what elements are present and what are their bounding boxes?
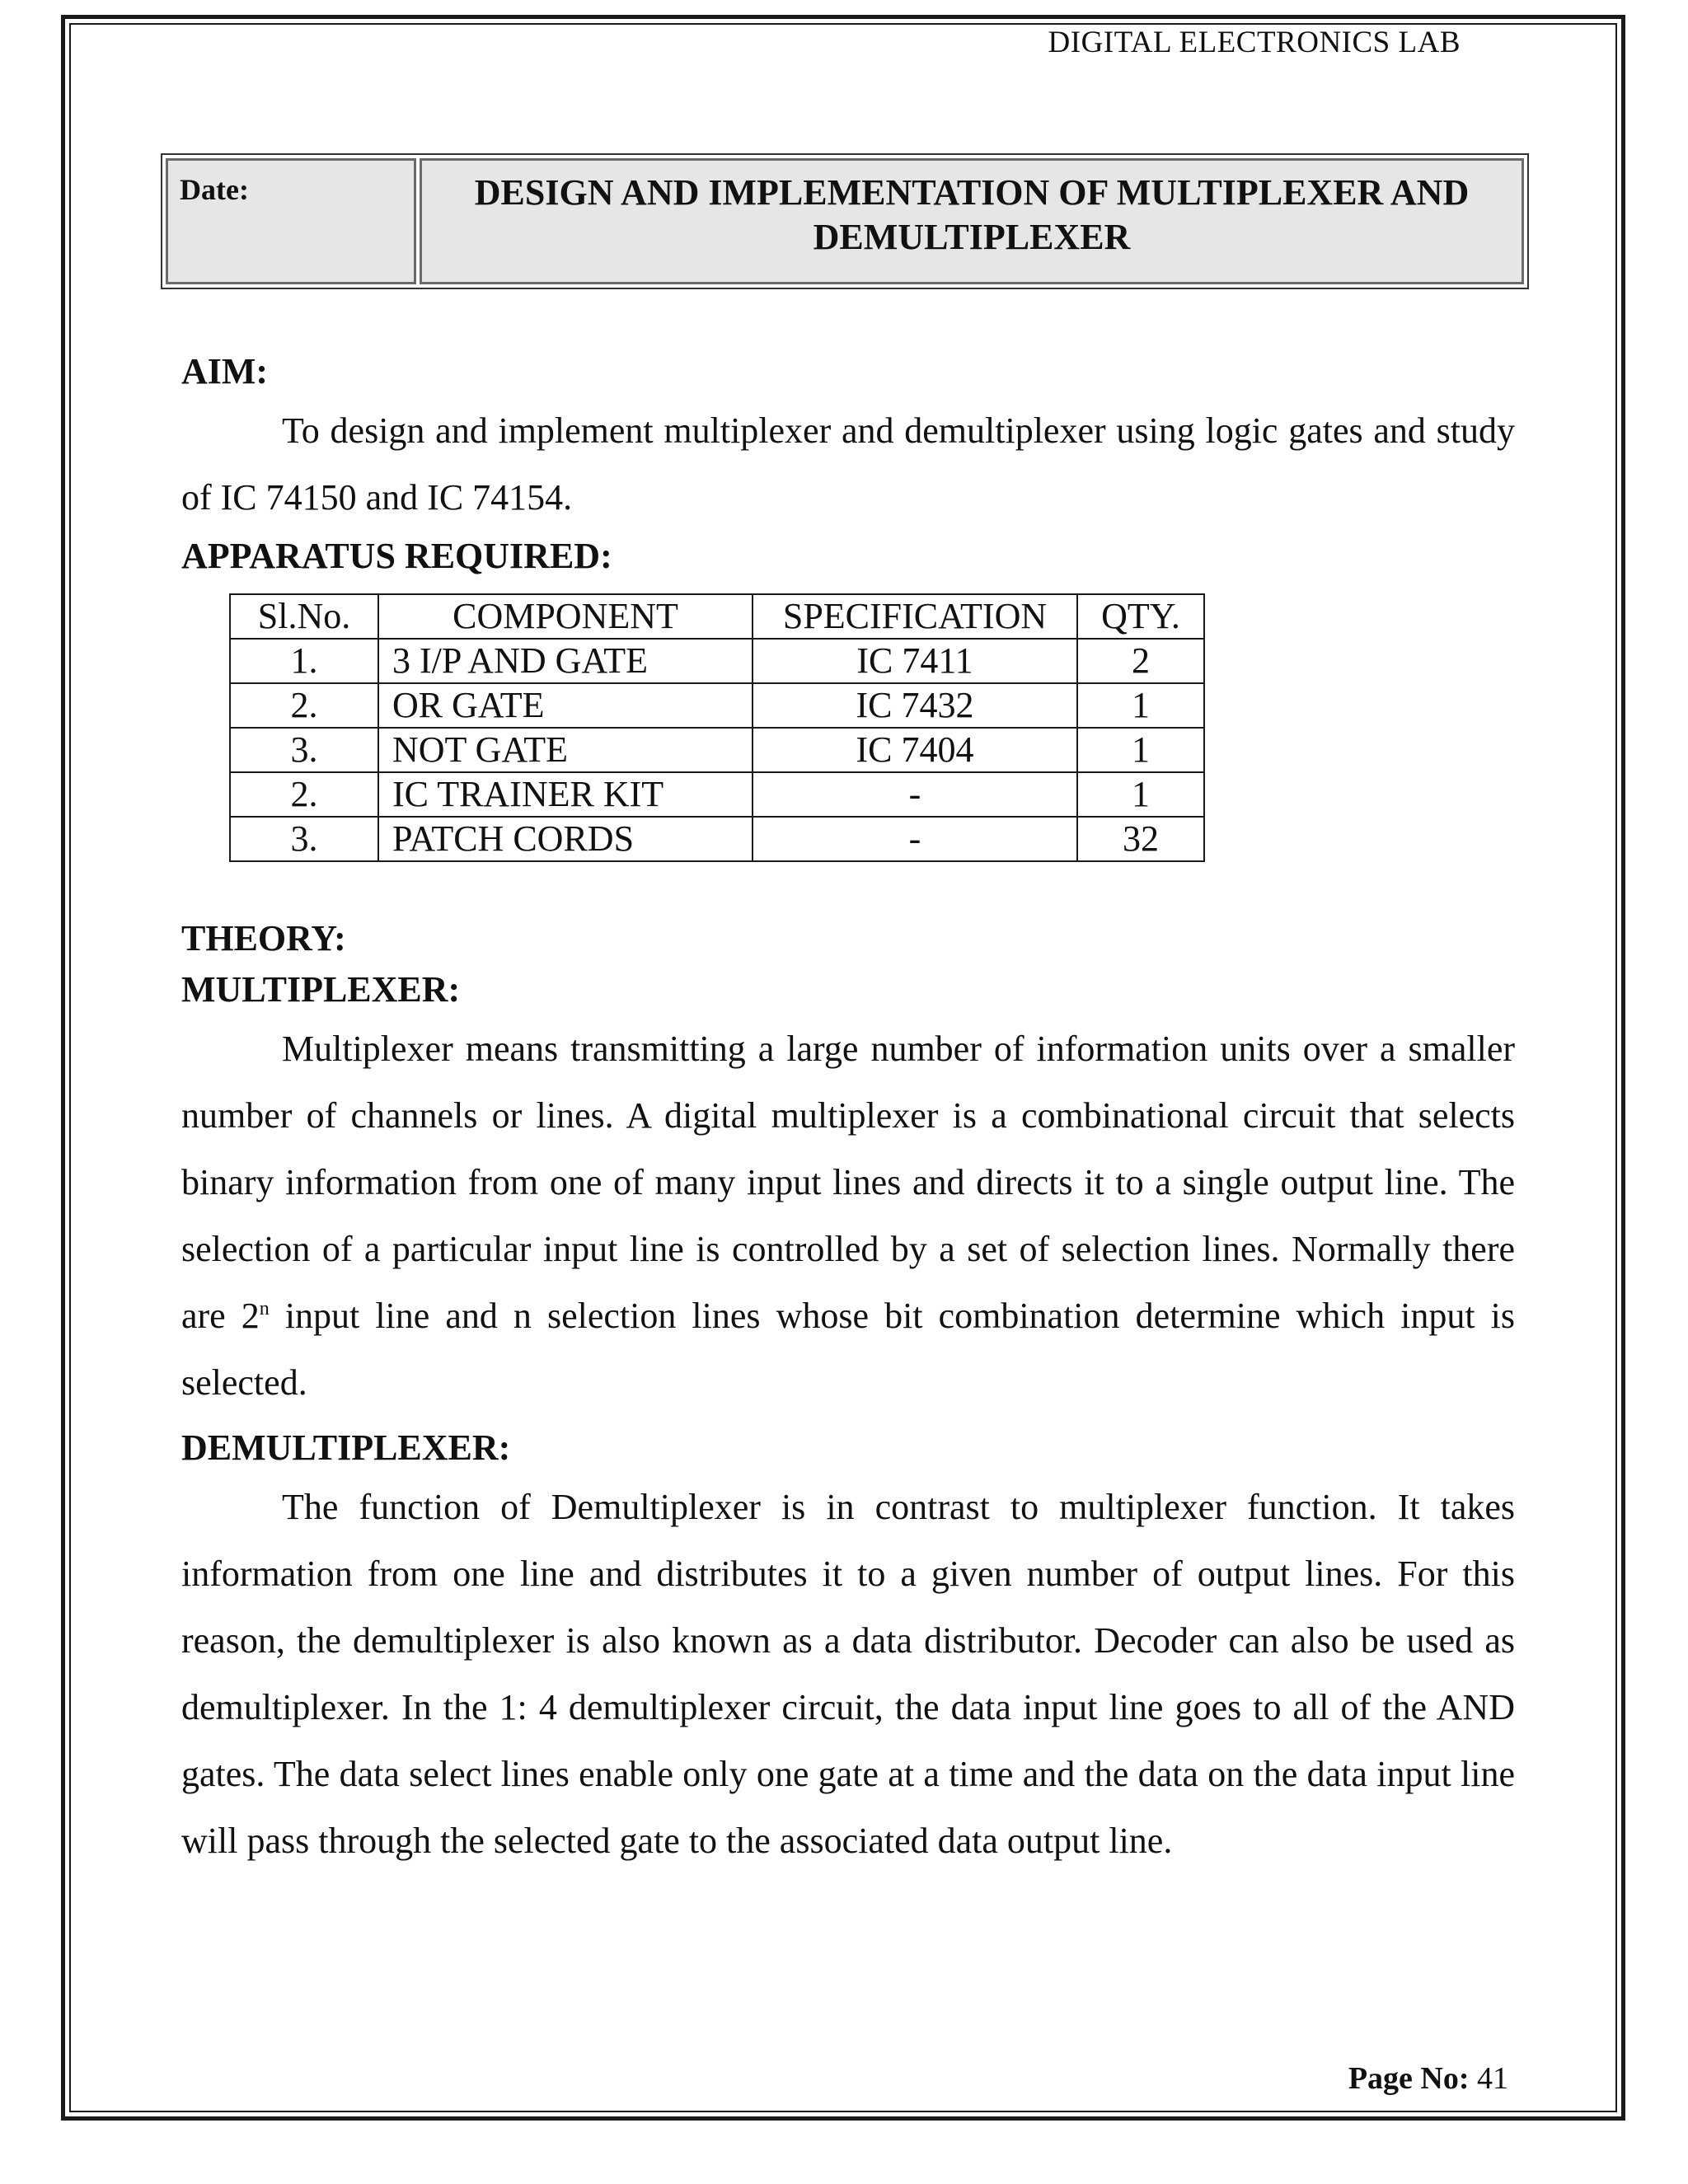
apparatus-heading: APPARATUS REQUIRED:	[181, 536, 612, 576]
demultiplexer-heading: DEMULTIPLEXER:	[181, 1427, 511, 1468]
theory-heading: THEORY:	[181, 918, 346, 958]
table-row	[230, 728, 1204, 772]
cell-specification: IC 7432	[753, 683, 1077, 728]
cell-component: OR GATE	[378, 683, 753, 728]
cell-slno: 1.	[230, 639, 378, 683]
column-header-specification: SPECIFICATION	[753, 594, 1077, 639]
cell-component: IC TRAINER KIT	[378, 772, 753, 817]
cell-slno: 2.	[230, 683, 378, 728]
aim-text: To design and implement multiplexer and demultiplexer using logic gates and study of IC 74150 and IC 74154.	[181, 410, 1515, 518]
cell-specification: -	[753, 772, 1077, 817]
table-row	[230, 772, 1204, 817]
cell-slno: 2.	[230, 772, 378, 817]
page-number-value: 41	[1477, 2061, 1508, 2096]
page-number-label: Page No:	[1348, 2061, 1470, 2096]
page-number	[1348, 2060, 1508, 2097]
cell-specification: -	[753, 817, 1077, 861]
cell-qty: 1	[1077, 728, 1204, 772]
cell-specification: IC 7404	[753, 728, 1077, 772]
multiplexer-text-part-1: Multiplexer means transmitting a large number of information units over a smaller number of channels or lines. A digital multiplexer is a combinational circuit that selects binary information from one of many input lines and directs it to a single output line. The selection of a particular input line is controlled by a set of selection lines. Normally there are 2	[181, 1029, 1515, 1336]
cell-specification: IC 7411	[753, 639, 1077, 683]
cell-component: PATCH CORDS	[378, 817, 753, 861]
cell-qty: 2	[1077, 639, 1204, 683]
table-row	[230, 683, 1204, 728]
experiment-title	[420, 158, 1524, 284]
title-box	[161, 153, 1529, 289]
cell-slno: 3.	[230, 728, 378, 772]
table-row	[230, 817, 1204, 861]
superscript-n: n	[259, 1298, 270, 1319]
document-body	[181, 346, 1515, 1874]
column-header-qty: QTY.	[1077, 594, 1204, 639]
demultiplexer-text: The function of Demultiplexer is in contrast to multiplexer function. It takes information from one line and distributes it to a given number of output lines. For this reason, the demultiplexer is also known as a data distributor. Decoder can also be used as demultiplexer. In the 1: 4 demultiplexer circuit, the data input line goes to all of the AND gates. The data select lines enable only one gate at a time and the data on the data input line will pass through the selected gate to the associated data output line.	[181, 1487, 1515, 1861]
running-header: DIGITAL ELECTRONICS LAB	[1048, 26, 1461, 59]
multiplexer-text-part-2: input line and n selection lines whose bit combination determine which input is selected.	[181, 1296, 1515, 1403]
date-label: Date:	[166, 158, 416, 284]
table-header-row	[230, 594, 1204, 639]
aim-heading: AIM:	[181, 351, 269, 391]
cell-qty: 1	[1077, 683, 1204, 728]
multiplexer-text	[181, 1015, 1515, 1416]
table-row	[230, 639, 1204, 683]
cell-qty: 32	[1077, 817, 1204, 861]
apparatus-table	[229, 593, 1205, 862]
column-header-component: COMPONENT	[378, 594, 753, 639]
cell-qty: 1	[1077, 772, 1204, 817]
cell-slno: 3.	[230, 817, 378, 861]
experiment-title-line-2: DEMULTIPLEXER	[813, 217, 1131, 257]
column-header-slno: Sl.No.	[230, 594, 378, 639]
experiment-title-line-1: DESIGN AND IMPLEMENTATION OF MULTIPLEXER AND	[474, 172, 1470, 213]
cell-component: 3 I/P AND GATE	[378, 639, 753, 683]
cell-component: NOT GATE	[378, 728, 753, 772]
multiplexer-heading: MULTIPLEXER:	[181, 969, 461, 1010]
